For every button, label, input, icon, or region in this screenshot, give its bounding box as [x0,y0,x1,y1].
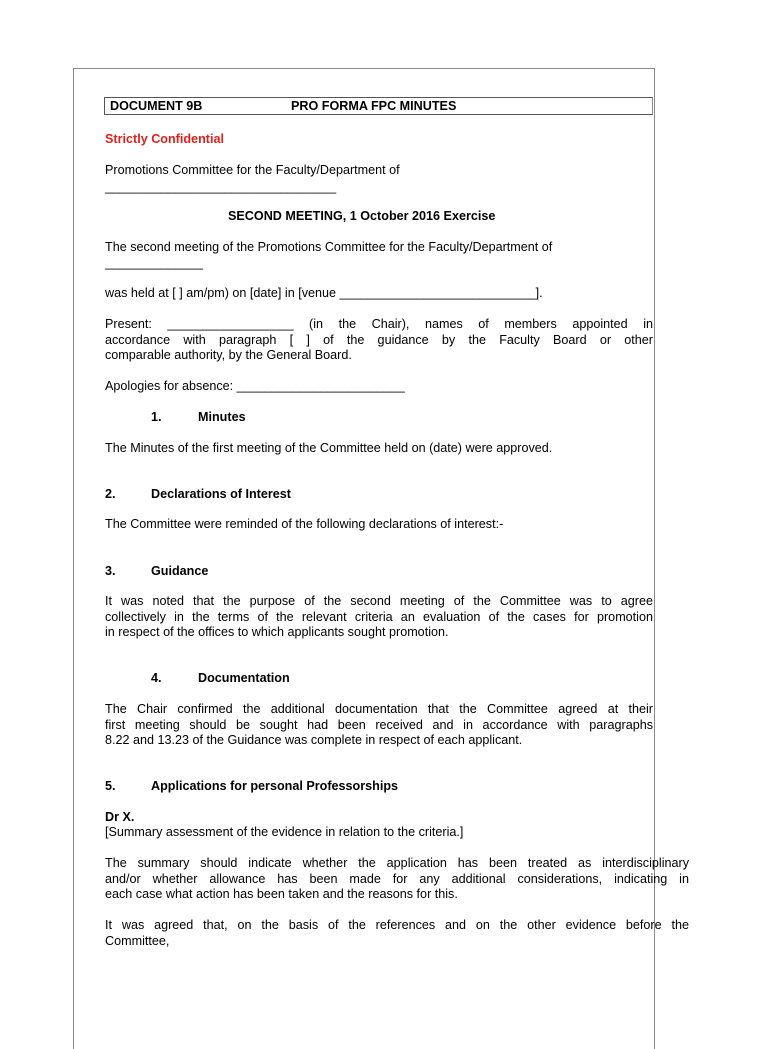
section-5-title: Applications for personal Professorships [151,779,399,793]
section-1-number: 1. [151,410,162,424]
present-line-1: Present: __________________ (in the Chair), names of members appointed in [105,317,653,331]
section-5-p1-line-2: and/or whether allowance has been made for any additional considerations, indicating in [105,871,689,886]
committee-line: Promotions Committee for the Faculty/Department of [105,163,400,177]
section-3-line-1: It was noted that the purpose of the second meeting of the Committee was to agree [105,594,653,608]
applicant-name: Dr X. [105,810,135,824]
meeting-heading: SECOND MEETING, 1 October 2016 Exercise [228,209,496,223]
section-4-line-1: The Chair confirmed the additional documentation that the Committee agreed at their [105,702,653,716]
section-5-p1-line-3: each case what action has been taken and the reasons for this. [105,887,458,902]
section-5-paragraph-1 [105,856,689,903]
section-3-body [105,594,653,641]
section-4-number: 4. [151,671,162,685]
apologies-line: Apologies for absence: ________________________ [105,379,405,393]
section-2-title: Declarations of Interest [151,487,291,501]
section-2-number: 2. [105,487,116,501]
present-paragraph [105,317,653,364]
section-4-line-2: first meeting should be sought had been received and in accordance with paragraphs [105,717,653,732]
committee-blank: _________________________________ [105,180,337,194]
section-4-line-3: 8.22 and 13.23 of the Guidance was complete in respect of each applicant. [105,733,523,748]
section-3-line-3: in respect of the offices to which applicants sought promotion. [105,625,449,640]
intro-line-2: ______________ [105,256,204,270]
present-line-3: comparable authority, by the General Board. [105,348,352,363]
section-5-p1-line-1: The summary should indicate whether the application has been treated as interdisciplinary [105,856,689,870]
section-2-body: The Committee were reminded of the following declarations of interest:- [105,517,504,531]
held-line: was held at [ ] am/pm) on [date] in [venue ____________________________]. [105,286,543,300]
summary-line: [Summary assessment of the evidence in relation to the criteria.] [105,825,464,839]
section-3-title: Guidance [151,564,209,578]
section-5-p2-line-2: Committee, [105,933,170,948]
section-1-body: The Minutes of the first meeting of the Committee held on (date) were approved. [105,441,553,455]
section-3-line-2: collectively in the terms of the relevant criteria an evaluation of the cases for promotion [105,609,653,624]
section-5-paragraph-2 [105,918,689,949]
section-1-title: Minutes [198,410,246,424]
document-title: PRO FORMA FPC MINUTES [291,99,457,113]
present-line-2: accordance with paragraph [ ] of the guidance by the Faculty Board or other [105,332,653,347]
section-5-number: 5. [105,779,116,793]
section-3-number: 3. [105,564,116,578]
confidential-label: Strictly Confidential [105,132,224,146]
section-5-p2-line-1: It was agreed that, on the basis of the references and on the other evidence before the [105,918,689,932]
section-4-body [105,702,653,749]
document-number: DOCUMENT 9B [110,99,203,113]
section-4-title: Documentation [198,671,290,685]
intro-line-1: The second meeting of the Promotions Committee for the Faculty/Department of [105,240,553,254]
